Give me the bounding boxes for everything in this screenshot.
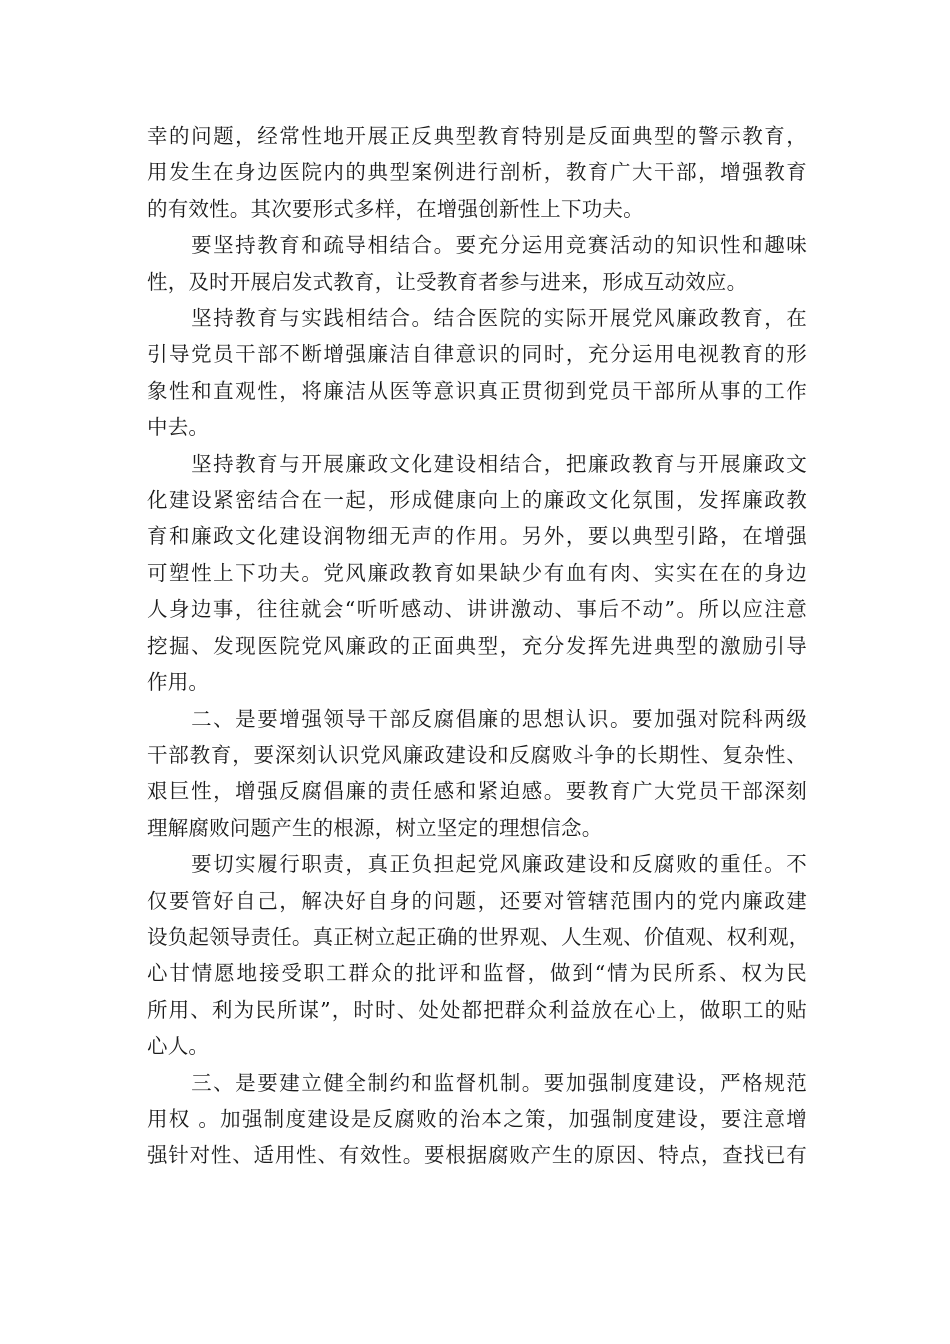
- text-line: 三、是要建立健全制约和监督机制。要加强制度建设，严格规范: [147, 1070, 807, 1095]
- text-line: 中去。: [147, 415, 210, 440]
- text-line: 要坚持教育和疏导相结合。要充分运用竞赛活动的知识性和趣味: [147, 233, 807, 258]
- text-line: 仅要管好自己，解决好自身的问题，还要对管辖范围内的党内廉政建: [147, 888, 807, 913]
- text-line: 引导党员干部不断增强廉洁自律意识的同时，充分运用电视教育的形: [147, 342, 807, 367]
- text-line: 挖掘、发现医院党风廉政的正面典型，充分发挥先进典型的激励引导: [147, 633, 807, 658]
- text-line: 艰巨性，增强反腐倡廉的责任感和紧迫感。要教育广大党员干部深刻: [147, 779, 807, 804]
- text-line: 坚持教育与开展廉政文化建设相结合，把廉政教育与开展廉政文: [147, 451, 807, 476]
- paragraph-2: [147, 227, 807, 300]
- text-line: 用权 。加强制度建设是反腐败的治本之策，加强制度建设，要注意增: [147, 1106, 807, 1131]
- text-line: 强针对性、适用性、有效性。要根据腐败产生的原因、特点，查找已有: [147, 1143, 807, 1168]
- text-line: 幸的问题，经常性地开展正反典型教育特别是反面典型的警示教育，: [147, 124, 807, 148]
- paragraph-1: [147, 118, 807, 227]
- text-line: 理解腐败问题产生的根源，树立坚定的理想信念。: [147, 815, 603, 840]
- text-line: 可塑性上下功夫。党风廉政教育如果缺少有血有肉、实实在在的身边: [147, 560, 807, 585]
- text-line: 设负起领导责任。真正树立起正确的世界观、人生观、价值观、权利观，: [147, 924, 810, 949]
- text-line: 干部教育，要深刻认识党风廉政建设和反腐败斗争的长期性、复杂性、: [147, 742, 807, 767]
- text-line: 化建设紧密结合在一起，形成健康向上的廉政文化氛围，发挥廉政教: [147, 488, 807, 513]
- document-body: [147, 118, 810, 1174]
- text-line: 的有效性。其次要形式多样，在增强创新性上下功夫。: [147, 196, 644, 221]
- paragraph-7: [147, 1065, 807, 1174]
- text-line: 人身边事，往往就会“听听感动、讲讲激动、事后不动”。所以应注意: [147, 597, 807, 622]
- text-line: 作用。: [147, 670, 210, 695]
- text-line: 用发生在身边医院内的典型案例进行剖析，教育广大干部，增强教育: [147, 160, 807, 185]
- paragraph-4: [147, 446, 807, 701]
- text-line: 二、是要增强领导干部反腐倡廉的思想认识。要加强对院科两级: [147, 706, 807, 731]
- text-line: 心甘情愿地接受职工群众的批评和监督，做到“情为民所系、权为民: [147, 961, 807, 986]
- text-line: 所用、利为民所谋”，时时、处处都把群众利益放在心上，做职工的贴: [147, 997, 807, 1022]
- text-line: 育和廉政文化建设润物细无声的作用。另外，要以典型引路，在增强: [147, 524, 807, 549]
- text-line: 性，及时开展启发式教育，让受教育者参与进来，形成互动效应。: [147, 269, 748, 294]
- text-line: 要切实履行职责，真正负担起党风廉政建设和反腐败的重任。不: [147, 852, 807, 877]
- paragraph-3: [147, 300, 807, 446]
- text-line: 心人。: [147, 1034, 210, 1059]
- paragraph-6: [147, 846, 810, 1064]
- text-line: 坚持教育与实践相结合。结合医院的实际开展党风廉政教育，在: [147, 306, 807, 331]
- paragraph-5: [147, 701, 807, 847]
- text-line: 象性和直观性，将廉洁从医等意识真正贯彻到党员干部所从事的工作: [147, 378, 807, 403]
